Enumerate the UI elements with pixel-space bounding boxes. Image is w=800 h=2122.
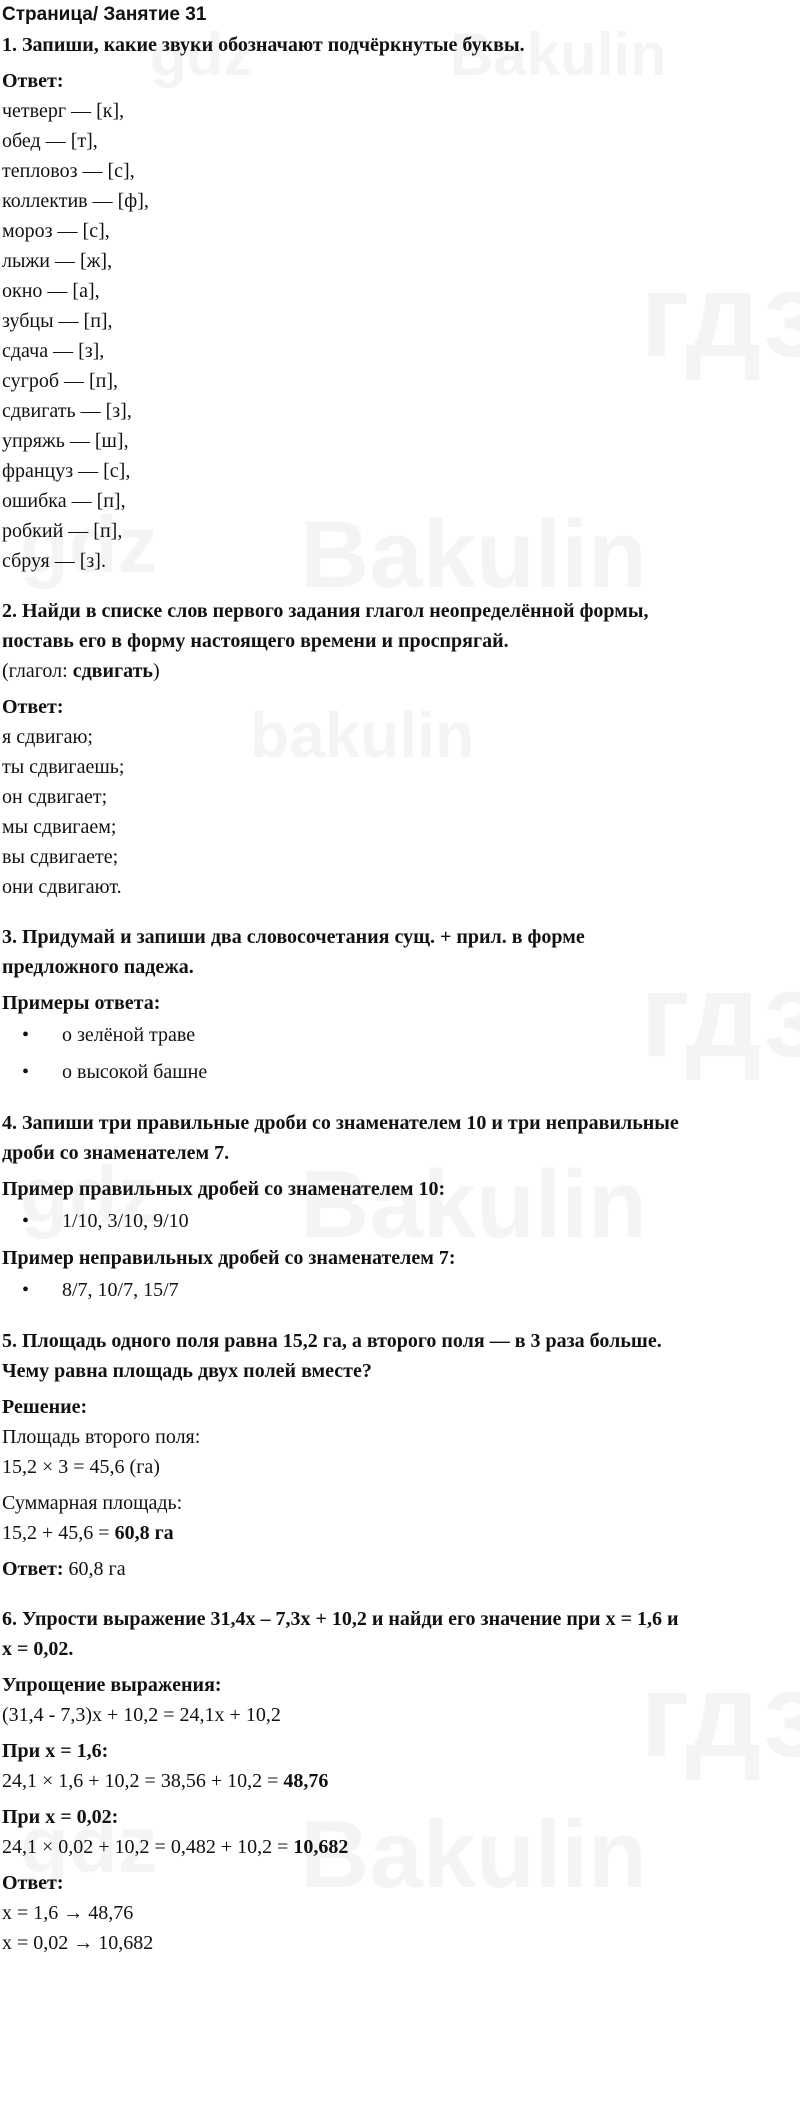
list-item: они сдвигают. xyxy=(2,876,122,898)
second-field-calc: 15,2 × 3 = 45,6 (га) xyxy=(2,1456,160,1478)
sum-calc-text: 15,2 + 45,6 = xyxy=(2,1522,115,1544)
x1-label: При x = 1,6: xyxy=(2,1740,109,1762)
task-3 xyxy=(2,922,798,1087)
x1-calc xyxy=(2,1766,798,1796)
task-6-title-line-2: x = 0,02. xyxy=(2,1638,74,1660)
proper-fractions-list xyxy=(2,1206,798,1236)
examples-list xyxy=(2,1020,798,1087)
task-6 xyxy=(2,1604,798,1958)
breadcrumb: Страница/ Занятие 31 xyxy=(2,4,207,25)
list-item: обед — [т], xyxy=(2,130,98,152)
list-item: ошибка — [п], xyxy=(2,490,126,512)
list-item: • о зелёной траве xyxy=(2,1020,798,1050)
task-4-title-line-1: 4. Запиши три правильные дроби со знаменателем 10 и три неправильные xyxy=(2,1112,679,1134)
list-item: зубцы — [п], xyxy=(2,310,113,332)
list-item: • о высокой башне xyxy=(2,1057,798,1087)
task-2 xyxy=(2,596,798,902)
sum-calc xyxy=(2,1518,798,1548)
x2-result: 10,682 xyxy=(293,1836,349,1858)
list-item: робкий — [п], xyxy=(2,520,123,542)
list-item: мы сдвигаем; xyxy=(2,816,117,838)
note-suffix: ) xyxy=(152,660,160,682)
x2-label: При x = 0,02: xyxy=(2,1806,119,1828)
note-prefix: (глагол: xyxy=(2,660,73,682)
simplify-label: Упрощение выражения: xyxy=(2,1674,222,1696)
x2-calc xyxy=(2,1832,798,1862)
list-item: сбруя — [з]. xyxy=(2,550,106,572)
list-item: четверг — [к], xyxy=(2,100,125,122)
list-item: вы сдвигаете; xyxy=(2,846,119,868)
answer-label: Ответ: xyxy=(2,696,64,718)
task-2-note xyxy=(2,656,798,686)
solution-label: Решение: xyxy=(2,1396,88,1418)
task-5 xyxy=(2,1326,798,1584)
list-item: • 1/10, 3/10, 9/10 xyxy=(2,1206,798,1236)
list-item: он сдвигает; xyxy=(2,786,108,808)
list-item: окно — [а], xyxy=(2,280,100,302)
simplify-calc: (31,4 - 7,3)x + 10,2 = 24,1x + 10,2 xyxy=(2,1704,281,1726)
list-item: сдвигать — [з], xyxy=(2,400,132,422)
note-verb: сдвигать xyxy=(72,660,153,682)
list-item: • 8/7, 10/7, 15/7 xyxy=(2,1275,798,1305)
list-item: сугроб — [п], xyxy=(2,370,119,392)
list-item: лыжи — [ж], xyxy=(2,250,113,272)
task-2-title-line-2: поставь его в форму настоящего времени и проспрягай. xyxy=(2,630,509,652)
list-item: упряжь — [ш], xyxy=(2,430,129,452)
list-item: тепловоз — [с], xyxy=(2,160,135,182)
answer-label: Ответ: xyxy=(2,1558,64,1580)
task-2-title-line-1: 2. Найди в списке слов первого задания глагол неопределённой формы, xyxy=(2,600,649,622)
task-5-answer xyxy=(2,1554,798,1584)
answer-line: x = 1,6 → 48,76 xyxy=(2,1902,134,1924)
list-item: сдача — [з], xyxy=(2,340,105,362)
answer-value: 60,8 га xyxy=(63,1558,126,1580)
sum-label: Суммарная площадь: xyxy=(2,1492,183,1514)
sum-calc-result: 60,8 га xyxy=(114,1522,174,1544)
task-1-title: 1. Запиши, какие звуки обозначают подчёркнутые буквы. xyxy=(2,34,525,56)
second-field-label: Площадь второго поля: xyxy=(2,1426,201,1448)
task-1 xyxy=(2,30,798,576)
list-item: ты сдвигаешь; xyxy=(2,756,125,778)
answer-label: Ответ: xyxy=(2,1872,64,1894)
task-6-title-line-1: 6. Упрости выражение 31,4x – 7,3x + 10,2 и найди его значение при x = 1,6 и xyxy=(2,1608,679,1630)
proper-fractions-label: Пример правильных дробей со знаменателем 10: xyxy=(2,1178,446,1200)
improper-fractions-label: Пример неправильных дробей со знаменателем 7: xyxy=(2,1247,456,1269)
x2-calc-text: 24,1 × 0,02 + 10,2 = 0,482 + 10,2 = xyxy=(2,1836,294,1858)
list-item: мороз — [с], xyxy=(2,220,110,242)
improper-fractions-list xyxy=(2,1275,798,1305)
examples-label: Примеры ответа: xyxy=(2,992,161,1014)
task-3-title-line-2: предложного падежа. xyxy=(2,956,194,978)
conjugation-list xyxy=(2,722,798,902)
list-item: француз — [с], xyxy=(2,460,131,482)
task-4-title-line-2: дроби со знаменателем 7. xyxy=(2,1142,230,1164)
answer-line: x = 0,02 → 10,682 xyxy=(2,1932,154,1954)
task-5-title-line-1: 5. Площадь одного поля равна 15,2 га, а второго поля — в 3 раза больше. xyxy=(2,1330,662,1352)
x1-result: 48,76 xyxy=(283,1770,329,1792)
answer-label: Ответ: xyxy=(2,70,64,92)
task-5-title-line-2: Чему равна площадь двух полей вместе? xyxy=(2,1360,372,1382)
task-4 xyxy=(2,1108,798,1305)
list-item: коллектив — [ф], xyxy=(2,190,149,212)
task-3-title-line-1: 3. Придумай и запиши два словосочетания сущ. + прил. в форме xyxy=(2,926,585,948)
answer-list xyxy=(2,96,798,576)
x1-calc-text: 24,1 × 1,6 + 10,2 = 38,56 + 10,2 = xyxy=(2,1770,284,1792)
list-item: я сдвигаю; xyxy=(2,726,93,748)
